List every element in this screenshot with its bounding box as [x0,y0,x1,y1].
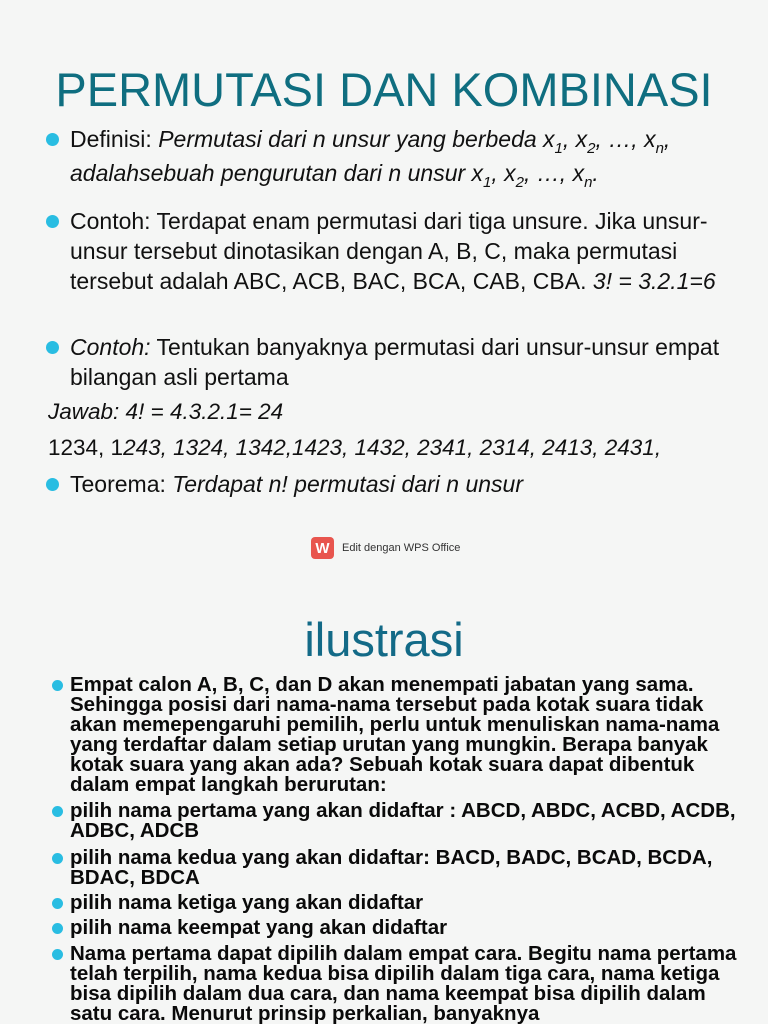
definisi-body: Permutasi dari n unsur yang berbeda x [158,126,555,152]
ilustrasi-bullet: pilih nama keempat yang akan didaftar [50,918,750,938]
ilustrasi-bullet: Empat calon A, B, C, dan D akan menempati jabatan yang sama. Sehingga posisi dari nama-nama tersebut pada kotak suara tidak akan memepengaruhi pemilih, perlu untuk menuliskan nama-nama yang terdaftar dalam setiap urutan yang mungkin. Berapa banyak kotak suara yang akan ada? Sebuah kotak suara dapat dibentuk dalam empat langkah berurutan: [50,675,750,795]
bullet-dot-icon [52,853,63,864]
bullet-dot-icon [46,341,59,354]
bullet-dot-icon [52,898,63,909]
jawab-line: Jawab: 4! = 4.3.2.1= 24 [48,399,284,424]
bullet-dot-icon [52,806,63,817]
contoh-2-text: Contoh: Tentukan banyaknya permutasi dari unsur-unsur empat bilangan asli pertama [70,334,720,390]
definisi-text: Definisi: Permutasi dari n unsur yang berbeda $x_1$, $x_2$, …, $x_n$, [70,126,671,157]
slide-ilustrasi [0,580,768,1024]
definisi-label: Definisi: [70,126,152,152]
wps-watermark[interactable] [311,536,460,560]
definisi-line2-text: adalahsebuah pengurutan dari n unsur x [70,160,484,186]
contoh-2-label: Contoh: [70,334,151,360]
teorema-text: Teorema: Terdapat n! permutasi dari n unsur [70,471,524,497]
bullet-contoh-1 [46,206,746,296]
bullet-dot-icon [52,680,63,691]
bullet-dot-icon [52,923,63,934]
bullet-dot-icon [46,133,59,146]
bullet-definisi [46,124,746,191]
wps-logo-icon: W [311,537,334,559]
bullet-dot-icon [46,215,59,228]
slide-title: PERMUTASI DAN KOMBINASI [55,63,713,116]
contoh-1-text: Contoh: Terdapat enam permutasi dari tiga unsure. Jika unsur-unsur tersebut dinotasikan dengan A, B, C, maka permutasi tersebut adalah ABC, ACB, BAC, BCA, CAB, CBA. 3! = 3.2.1=6 [70,208,716,294]
wps-watermark-text: Edit dengan WPS Office [342,542,461,554]
contoh-1-formula: 3! = 3.2.1=6 [592,268,716,294]
bullet-dot-icon [52,949,63,960]
slide-title: ilustrasi [304,613,464,666]
bullet-contoh-2 [46,332,746,392]
ilustrasi-bullet: pilih nama pertama yang akan didaftar : ABCD, ABDC, ACBD, ACDB, ADBC, ADCB [50,801,750,841]
bullet-dot-icon [46,478,59,491]
ilustrasi-bullet: Nama pertama dapat dipilih dalam empat cara. Begitu nama pertama telah terpilih, nama kedua bisa dipilih dalam tiga cara, nama ketiga bisa dipilih dalam dua cara, dan nama keempat bisa dipilih dalam satu cara. Menurut prinsip perkalian, banyaknya [50,944,750,1024]
definisi-line2: adalahsebuah pengurutan dari n unsur $x_1$, $x_2$, …, $x_n$. [70,160,599,191]
permutation-list: 1234, 1243, 1324, 1342,1423, 1432, 2341, 2314, 2413, 2431, [48,435,662,460]
ilustrasi-bullet: pilih nama kedua yang akan didaftar: BACD, BADC, BCAD, BCDA, BDAC, BDCA [50,848,750,888]
bullet-teorema [46,469,746,499]
ilustrasi-bullet: pilih nama ketiga yang akan didaftar [50,893,750,913]
